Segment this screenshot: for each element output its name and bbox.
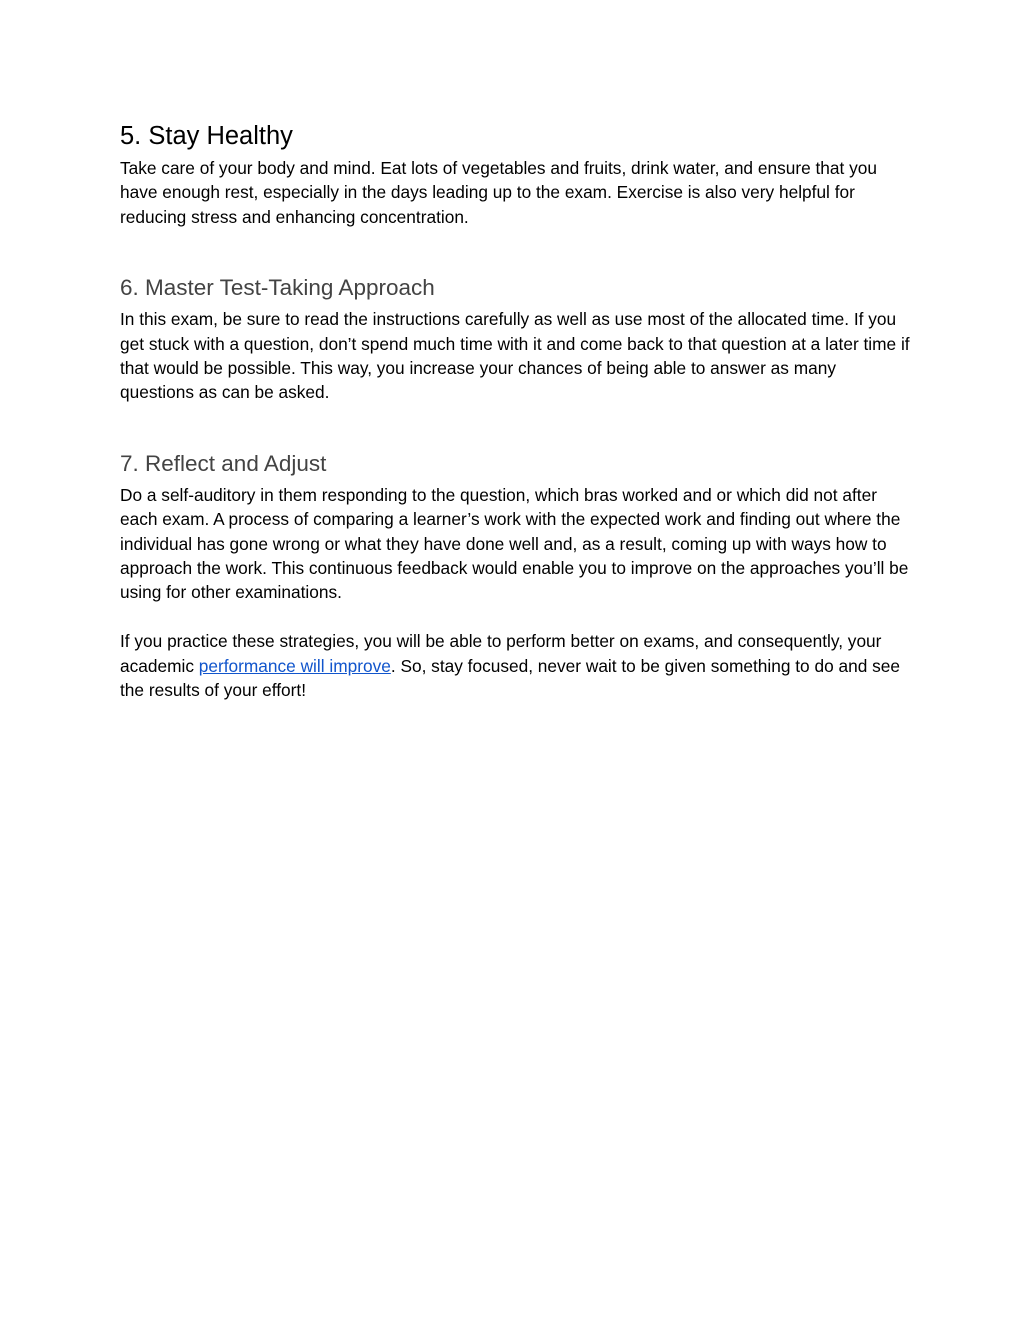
section-7-paragraph: Do a self-auditory in them responding to the question, which bras worked and or which did not after each exam. A process of comparing a learner’s work with the expected work and finding out where the individual has gone wrong or what they have done well and, as a result, coming up with ways how to approach the work. This continuous feedback would enable you to improve on the approaches you’ll be using for other examinations. — [120, 484, 909, 603]
conclusion-text-after-link: . So, stay focused, never wait to be given something to do and see the results of your effort! — [120, 655, 900, 701]
performance-link[interactable]: performance will improve — [198, 655, 391, 676]
section-6-heading: 6. Master Test-Taking Approach — [120, 275, 435, 301]
document-page — [120, 116, 910, 702]
conclusion-paragraph — [120, 629, 910, 702]
conclusion-text-before-link: If you practice these strategies, you will be able to perform better on exams, and consequently, your academic — [120, 631, 882, 676]
section-6-paragraph: In this exam, be sure to read the instructions carefully as well as use most of the allocated time. If you get stuck with a question, don’t spend much time with it and come back to that question at a later time if that would be possible. This way, you increase your chances of being able to answer as many questions as can be asked. — [120, 309, 910, 403]
section-7-heading: 7. Reflect and Adjust — [120, 450, 327, 476]
section-5-paragraph: Take care of your body and mind. Eat lots of vegetables and fruits, drink water, and ensure that you have enough rest, especially in the days leading up to the exam. Exercise is also very helpful for reducing stress and enhancing concentration. — [120, 158, 877, 227]
section-5-heading: 5. Stay Healthy — [120, 122, 293, 150]
